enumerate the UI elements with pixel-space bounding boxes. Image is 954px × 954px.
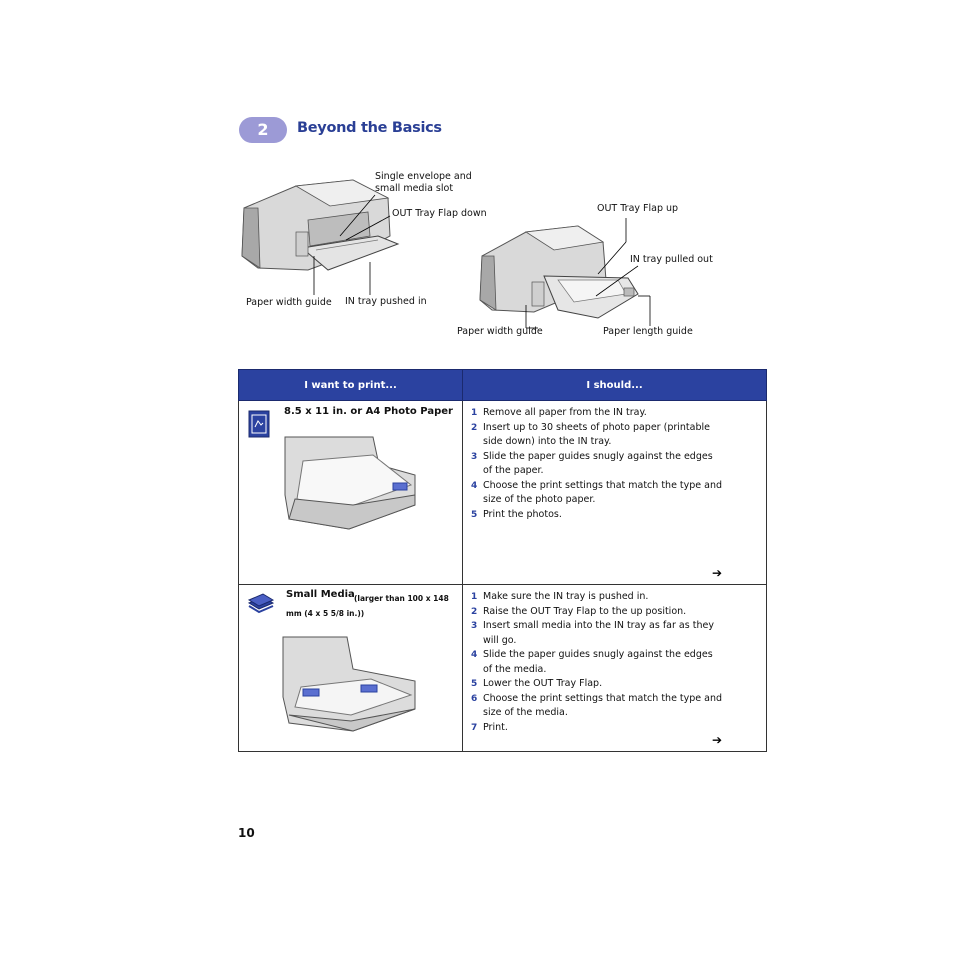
step-number: 5: [471, 509, 478, 520]
list-item: [471, 721, 723, 736]
step-number: 2: [471, 606, 478, 617]
step-number: 3: [471, 451, 478, 462]
steps-list-photo-paper: [471, 406, 723, 522]
list-item: [471, 508, 723, 523]
step-text: Lower the OUT Tray Flap.: [483, 678, 603, 689]
small-media-stack-icon: [247, 591, 275, 615]
step-text: Raise the OUT Tray Flap to the up position.: [483, 605, 687, 617]
list-item: [471, 479, 723, 508]
step-text: Make sure the IN tray is pushed in.: [483, 591, 649, 602]
table-row: [239, 401, 767, 585]
step-text: Insert small media into the IN tray as far as they will go.: [483, 620, 714, 646]
list-item: [471, 677, 723, 692]
row-media-cell: [239, 401, 463, 585]
step-text: Remove all paper from the IN tray.: [483, 407, 647, 418]
callout-envelope-line2: small media slot: [375, 183, 454, 194]
table-row: [239, 585, 767, 752]
step-text: Slide the paper guides snugly against the edges of the media.: [483, 649, 713, 675]
row-steps-cell: [463, 401, 767, 585]
step-number: 1: [471, 592, 478, 602]
table-header-row: [239, 370, 767, 401]
step-text: Print.: [483, 721, 508, 733]
row-subtitle-small-media: (larger than 100 x 148 mm (4 x 5 5/8 in.)): [286, 594, 449, 618]
continue-arrow-icon: ➔: [711, 733, 722, 747]
row-media-cell: [239, 585, 463, 752]
step-number: 7: [471, 722, 478, 733]
photo-paper-tray-illustration: [283, 435, 419, 531]
list-item: [471, 648, 723, 677]
callout-out-tray-up: OUT Tray Flap up: [597, 203, 679, 214]
page-number: 10: [238, 826, 255, 840]
header-want-to-print: I want to print...: [239, 370, 463, 401]
list-item: [471, 590, 723, 605]
row-steps-cell: [463, 585, 767, 752]
list-item: [471, 406, 723, 421]
row-title-photo-paper: 8.5 x 11 in. or A4 Photo Paper: [284, 406, 453, 417]
step-text: Slide the paper guides snugly against the edges of the paper.: [483, 450, 713, 476]
steps-list-small-media: [471, 590, 723, 735]
callout-in-tray-pulled: IN tray pulled out: [630, 254, 713, 265]
photo-paper-icon: [247, 409, 271, 439]
step-number: 4: [471, 650, 478, 660]
left-figure-leader-lines: [238, 178, 408, 308]
list-item: [471, 692, 723, 721]
step-number: 1: [471, 408, 478, 418]
continue-arrow-icon: ➔: [711, 566, 722, 580]
callout-paper-width-guide-right: Paper width guide: [457, 326, 543, 337]
list-item: [471, 605, 723, 620]
step-number: 3: [471, 621, 478, 631]
step-text: Print the photos.: [483, 508, 562, 520]
step-number: 6: [471, 693, 478, 704]
callout-in-tray-pushed: IN tray pushed in: [345, 296, 427, 307]
step-number: 5: [471, 679, 478, 689]
step-text: Insert up to 30 sheets of photo paper (printable side down) into the IN tray.: [483, 421, 710, 447]
callout-envelope-line1: Single envelope and: [375, 171, 472, 182]
step-number: 2: [471, 422, 478, 433]
callout-paper-width-guide-left: Paper width guide: [246, 297, 332, 308]
row-title-small-media-text: Small Media: [286, 589, 355, 600]
print-instructions-table: [238, 369, 767, 752]
list-item: [471, 450, 723, 479]
step-number: 4: [471, 480, 478, 491]
header-i-should: I should...: [463, 370, 767, 401]
list-item: [471, 421, 723, 450]
chapter-number-badge: 2: [239, 117, 287, 143]
right-figure-leader-lines: [478, 200, 678, 340]
step-text: Choose the print settings that match the type and size of the photo paper.: [483, 479, 723, 505]
small-media-tray-illustration: [281, 635, 419, 733]
callout-out-tray-down: OUT Tray Flap down: [392, 208, 487, 219]
callout-paper-length-guide: Paper length guide: [603, 326, 693, 337]
callout-envelope-slot: [375, 171, 472, 195]
chapter-title: Beyond the Basics: [297, 120, 442, 136]
step-text: Choose the print settings that match the type and size of the media.: [483, 692, 723, 718]
list-item: [471, 619, 723, 648]
